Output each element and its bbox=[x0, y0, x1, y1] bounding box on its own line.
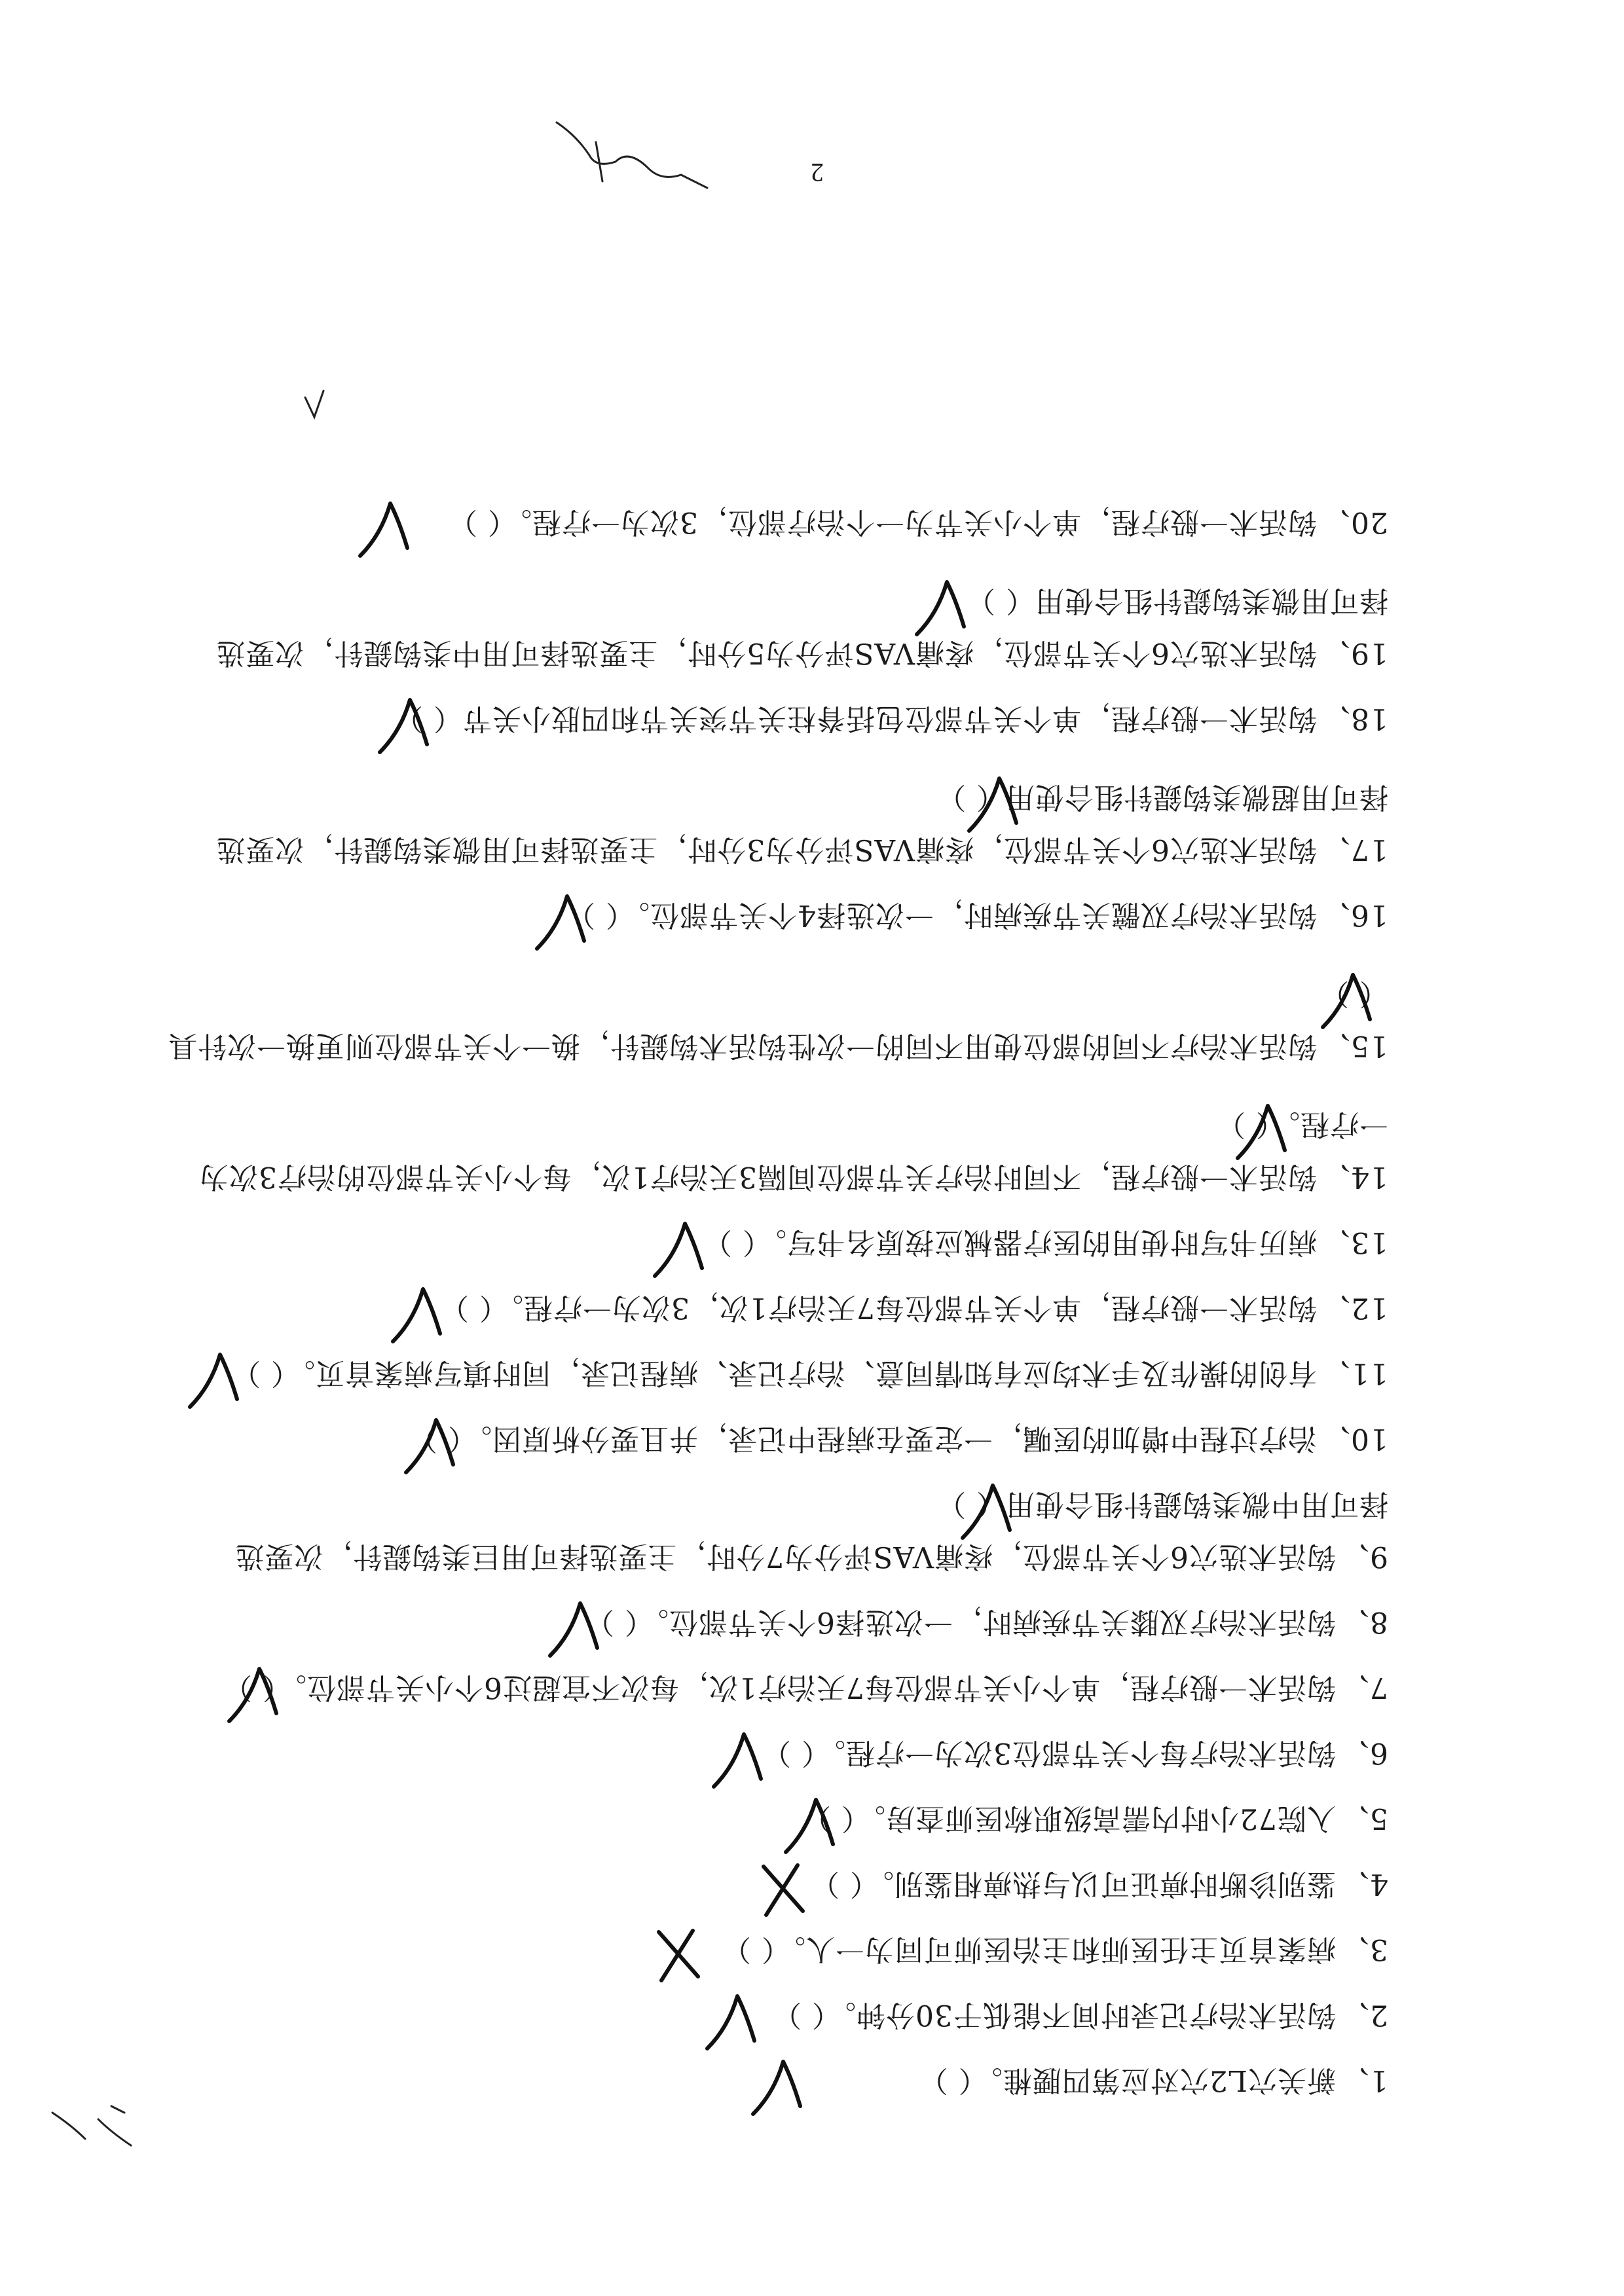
handwritten-check-mark bbox=[910, 574, 969, 640]
handwritten-cross-mark bbox=[648, 1923, 707, 1988]
question-item: 15、钩活术治疗不同的部位使用不同的一次性钩活术钩鍉针，换一个关节部位则更换一次针具 bbox=[168, 1029, 1388, 1063]
question-item: 9、钩活术选穴6个关节部位，疼痛VAS评分为7分时，主要选择可用巨类钩鍉针，次要选 bbox=[234, 1540, 1388, 1573]
question-item: 10、治疗过程中增加的医嘱，一定要在病程中记录，并且要分析原因。（ ） bbox=[408, 1422, 1388, 1455]
question-item: 11、有创的操作及手术均应有知情同意、治疗记录、病程记录，同时填写病案首页。（ ） bbox=[231, 1357, 1388, 1390]
question-item: 18、钩活术一般疗程，单个关节部位包括脊柱关节突关节和四肢小关节（ ） bbox=[394, 702, 1388, 735]
question-item: 1、新关穴L2穴对应第四腰椎。（ ） bbox=[918, 2064, 1388, 2097]
handwritten-check-mark bbox=[963, 771, 1022, 836]
scan-smudge bbox=[46, 2100, 138, 2152]
handwritten-check-mark bbox=[956, 1478, 1015, 1543]
question-item-continuation: （ ） bbox=[1320, 977, 1388, 1010]
question-item: 19、钩活术选穴6个关节部位，疼痛VAS评分为5分时，主要选择可用中类钩鍉针，次要选 bbox=[215, 636, 1388, 670]
handwritten-check-mark bbox=[530, 888, 589, 954]
question-item: 8、钩活术治疗双膝关节疾病时，一次选择6个关节部位。（ ） bbox=[585, 1605, 1388, 1639]
question-item: 6、钩活术治疗每个关节部位3次为一疗程。（ ） bbox=[762, 1736, 1388, 1770]
question-item: 14、钩活术一般疗程，不同时治疗关节部位间隔3天治疗1次，每个小关节部位的治疗3次为 bbox=[199, 1160, 1388, 1194]
handwritten-check-mark bbox=[373, 692, 432, 757]
handwritten-check-mark bbox=[399, 1412, 458, 1478]
pen-scribble bbox=[550, 116, 720, 194]
question-item-continuation: 择可用中微类钩鍉针组合使用（ ） bbox=[936, 1487, 1388, 1521]
question-item-continuation: 一疗程。（ ） bbox=[1216, 1108, 1388, 1141]
question-item: 13、病历书写时使用的医疗器械应按原名书写。（ ） bbox=[703, 1226, 1388, 1259]
page-number: 2 bbox=[811, 158, 824, 187]
handwritten-check-mark bbox=[747, 2054, 805, 2119]
handwritten-cross-mark bbox=[753, 1857, 812, 1923]
question-item: 4、鉴别诊断时痹证可以与热痹相鉴别。（ ） bbox=[810, 1867, 1388, 1901]
question-item: 17、钩活术选穴6个关节部位，疼痛VAS评分为3分时，主要选择可用微类钩鍉针，次要选 bbox=[215, 833, 1388, 866]
question-item-continuation: 择可用微类钩鍉针组合使用（ ） bbox=[966, 584, 1388, 617]
handwritten-check-mark bbox=[701, 1988, 760, 2054]
question-item: 16、钩活术治疗双髋关节疾病时，一次选择4个关节部位。（ ） bbox=[566, 898, 1388, 932]
question-item: 3、病案首页主任医师和主治医师可同为一人。（ ） bbox=[722, 1933, 1388, 1966]
question-item-continuation: 择可用超微类钩鍉针组合使用（ ） bbox=[936, 780, 1388, 814]
question-item: 5、入院72小时内需高级职称医师查房。（ ） bbox=[802, 1802, 1388, 1835]
question-item: 2、钩活术治疗记录时间不能低于30分钟。（ ） bbox=[772, 1998, 1388, 2032]
handwritten-check-mark bbox=[648, 1216, 707, 1281]
handwritten-check-mark bbox=[183, 1347, 242, 1412]
handwritten-check-mark bbox=[354, 496, 413, 561]
handwritten-check-mark bbox=[1231, 1098, 1290, 1163]
question-item: 20、钩活术一般疗程，单个小关节为一个治疗部位，3次为一疗程。（ ） bbox=[448, 505, 1388, 539]
handwritten-check-mark bbox=[779, 1792, 838, 1857]
handwritten-check-mark bbox=[1316, 967, 1375, 1032]
handwritten-check-mark bbox=[707, 1726, 766, 1792]
handwritten-check-mark bbox=[386, 1281, 445, 1347]
pen-tick-stroke bbox=[301, 384, 327, 424]
question-item: 7、钩活术一般疗程，单个小关节部位每7天治疗1次，每次不宜超过6个小关节部位。（ ） bbox=[223, 1671, 1388, 1704]
question-item: 12、钩活术一般疗程，单个关节部位每7天治疗1次，3次为一疗程。（ ） bbox=[439, 1291, 1388, 1324]
handwritten-check-mark bbox=[544, 1595, 602, 1661]
handwritten-check-mark bbox=[223, 1661, 282, 1726]
